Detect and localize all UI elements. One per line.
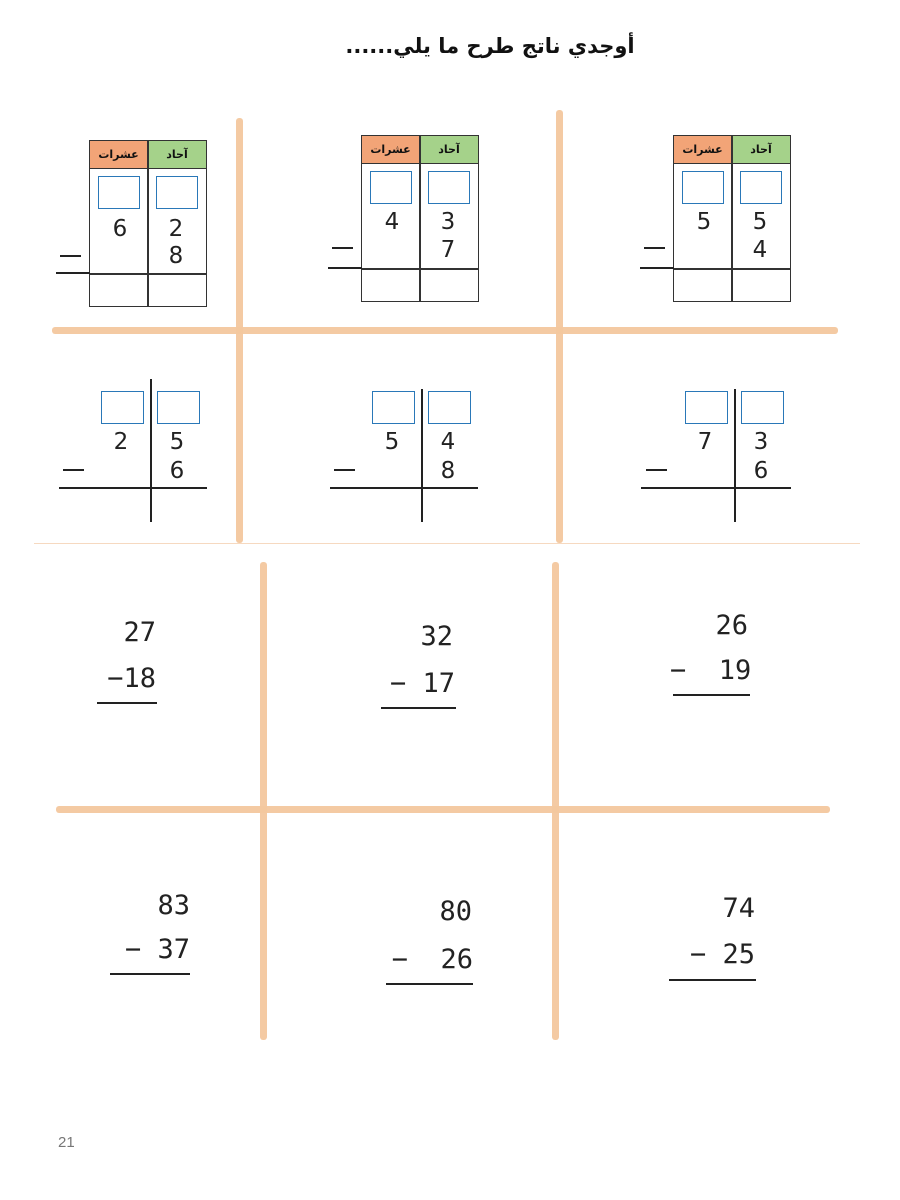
tens-header: عشرات [90, 141, 147, 169]
grid-divider [552, 562, 559, 1040]
answer-line [59, 487, 207, 489]
tens-digit: 2 [113, 429, 129, 455]
minus-sign [60, 255, 81, 257]
subtrahend-ones-digit: 6 [753, 458, 769, 484]
answer-line [641, 487, 791, 489]
subtrahend: − 19 [670, 655, 752, 686]
tens-digit: 4 [384, 209, 400, 235]
minuend: 26 [715, 610, 748, 641]
answer-line [669, 979, 756, 981]
tens-digit: 5 [696, 209, 712, 235]
answer-line [640, 267, 674, 269]
ones-header: آحاد [148, 141, 206, 169]
subtrahend: − 37 [124, 934, 190, 965]
regroup-box-ones[interactable] [740, 171, 782, 204]
subtrahend-ones-digit: 7 [440, 237, 456, 263]
column-line [734, 389, 736, 522]
regroup-box-ones[interactable] [741, 391, 784, 424]
regroup-box-tens[interactable] [98, 176, 140, 209]
subtrahend: −18 [107, 663, 156, 694]
subtrahend-ones-digit: 4 [752, 237, 768, 263]
tens-digit: 7 [697, 429, 713, 455]
grid-divider [260, 562, 267, 1040]
grid-divider [52, 327, 838, 334]
answer-line [110, 973, 190, 975]
column-line [421, 389, 423, 522]
ones-digit: 4 [440, 429, 456, 455]
regroup-box-tens[interactable] [685, 391, 728, 424]
regroup-box-ones[interactable] [428, 391, 471, 424]
answer-line [381, 707, 456, 709]
minuend: 80 [439, 896, 472, 927]
minuend: 83 [157, 890, 190, 921]
regroup-box-tens[interactable] [370, 171, 412, 204]
minus-sign [332, 247, 353, 249]
minus-sign [646, 469, 667, 471]
regroup-box-tens[interactable] [682, 171, 724, 204]
subtrahend: − 17 [389, 668, 455, 699]
minuend: 74 [722, 893, 755, 924]
minuend: 32 [420, 621, 453, 652]
ones-header: آحاد [732, 136, 790, 164]
regroup-box-ones[interactable] [156, 176, 198, 209]
ones-digit: 2 [168, 216, 184, 242]
answer-line [328, 267, 362, 269]
minus-sign [63, 469, 84, 471]
minus-sign [644, 247, 665, 249]
subtrahend: − 26 [391, 944, 473, 975]
ones-digit: 3 [440, 209, 456, 235]
section-divider [34, 543, 860, 544]
regroup-box-ones[interactable] [157, 391, 200, 424]
answer-line [97, 702, 157, 704]
subtrahend-ones-digit: 8 [168, 243, 184, 269]
regroup-box-tens[interactable] [372, 391, 415, 424]
subtrahend-ones-digit: 8 [440, 458, 456, 484]
page-number: 21 [58, 1134, 75, 1151]
minus-sign [334, 469, 355, 471]
column-line [150, 379, 152, 522]
tens-header: عشرات [674, 136, 731, 164]
page-title: أوجدي ناتج طرح ما يلي...... [345, 34, 635, 58]
ones-digit: 3 [753, 429, 769, 455]
subtrahend: − 25 [689, 939, 755, 970]
tens-digit: 6 [112, 216, 128, 242]
ones-digit: 5 [752, 209, 768, 235]
subtrahend-ones-digit: 6 [169, 458, 185, 484]
tens-header: عشرات [362, 136, 419, 164]
answer-line [56, 272, 90, 274]
ones-header: آحاد [420, 136, 478, 164]
answer-line [330, 487, 478, 489]
regroup-box-ones[interactable] [428, 171, 470, 204]
answer-line [673, 694, 750, 696]
answer-line [386, 983, 473, 985]
minuend: 27 [123, 617, 156, 648]
regroup-box-tens[interactable] [101, 391, 144, 424]
ones-digit: 5 [169, 429, 185, 455]
grid-divider [56, 806, 830, 813]
tens-digit: 5 [384, 429, 400, 455]
